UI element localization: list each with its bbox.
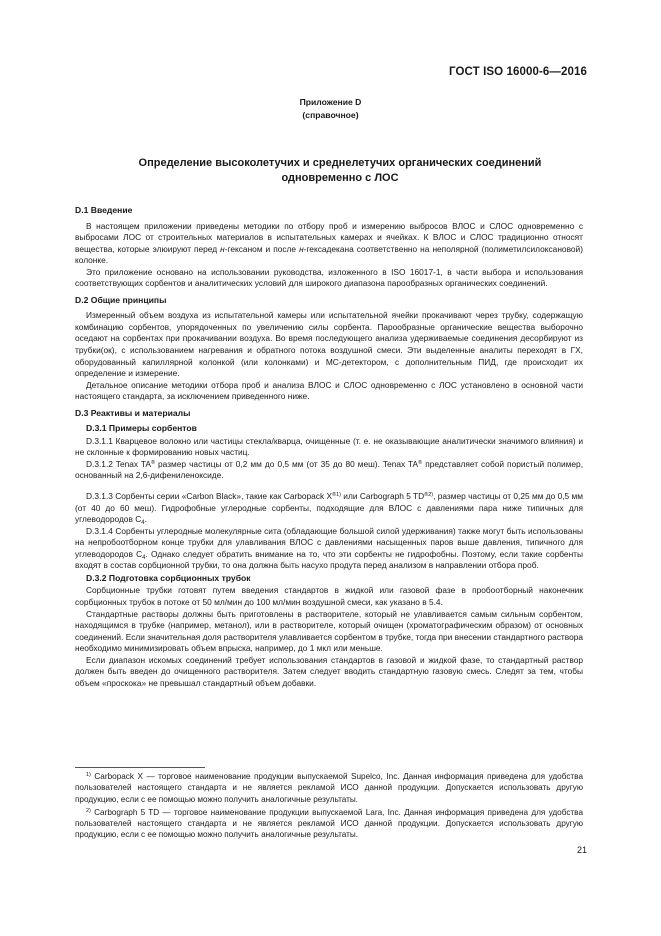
standard-designation: ГОСТ ISO 16000-6—2016 xyxy=(449,66,587,78)
text-run-italic: н xyxy=(299,243,304,254)
appendix-note: (справочное) xyxy=(302,110,359,120)
text-run: D.3.1.3 Сорбенты серии «Carbon Black», такие как Carbopack X xyxy=(86,491,333,502)
clause-d312 xyxy=(75,459,583,482)
footnotes xyxy=(75,771,583,843)
text-run: , размер частицы от 0,25 мм до 0,5 мм (от 40 до 60 меш). Гидрофобные углеродные сорбенты, подходящие для ВЛОС с давлениями пара ниже типичных для углеводородов С xyxy=(75,491,583,525)
footnote-text: Carbograph 5 TD — торговое наименование продукции выпускаемой Lara, Inc. Данная информация приведена для удобства пользователей настоящего стандарта и не является рекламой ИСО данной продукции. Допускается использовать другую продукцию, если с ее помощью можно получить аналогичные результаты. xyxy=(75,807,583,840)
clause-d313 xyxy=(75,491,583,526)
subsection-heading-d31: D.3.1 Примеры сорбентов xyxy=(86,423,197,434)
section-heading-d1: D.1 Введение xyxy=(75,205,133,215)
paragraph-d2-2: Детальное описание методики отбора проб и анализа ВЛОС и СЛОС одновременно с ЛОС установлено в основной части настоящего стандарта, за исключением приведенного ниже. xyxy=(75,379,583,402)
appendix-title xyxy=(80,156,600,186)
clause-d314 xyxy=(75,526,583,572)
footnote-2 xyxy=(75,807,583,841)
footnote-mark-1: 1) xyxy=(86,772,91,778)
main-text xyxy=(75,200,583,689)
clause-d311: D.3.1.1 Кварцевое волокно или частицы стекла/кварца, очищенные (т. е. не оказывающие аналитически значимого влияния) и не склонные к формированию новых частиц. xyxy=(75,435,583,458)
text-run: -гексаном и после xyxy=(224,243,300,254)
text-run: представляет собой пористый полимер, основанный на 2,6-дифениленоксиде. xyxy=(75,458,584,481)
appendix-label: Приложение D xyxy=(299,97,362,107)
subscript: 4 xyxy=(142,554,146,561)
footnote-ref-2[interactable]: ®2) xyxy=(424,492,434,499)
footnote-1 xyxy=(75,771,583,805)
subscript: 4 xyxy=(141,520,145,527)
appendix-title-line2: одновременно с ЛОС xyxy=(281,172,399,184)
spacer xyxy=(75,482,583,491)
section-heading-d2: D.2 Общие принципы xyxy=(75,294,167,305)
text-run-italic: н xyxy=(220,243,225,254)
footnote-ref-1[interactable]: ®1) xyxy=(332,492,341,499)
section-heading-d3: D.3 Реактивы и материалы xyxy=(75,407,191,418)
registered-mark: ® xyxy=(150,459,156,466)
paragraph-d1-2: Это приложение основано на использовании руководства, изложенного в ISO 16017-1, в части выбора и использования соответствующих сорбентов и аналитических условий для широкого диапазона парообразных органических соединений. xyxy=(75,266,583,289)
appendix-title-line1: Определение высоколетучих и среднелетучих органических соединений xyxy=(138,157,542,169)
text-run: или Carbograph 5 TD xyxy=(340,491,425,502)
text-run: D.3.1.4 Сорбенты углеродные молекулярные сита (обладающие большой силой удерживания) также могут быть использованы на непробоотборном конце трубки для улавливания ВЛОС с давлениями насыщенных паров выше давления, типичного для углеводородов С xyxy=(75,525,583,559)
footnote-mark-2: 2) xyxy=(86,807,91,814)
paragraph-d1-1 xyxy=(75,221,583,267)
text-run: В настоящем приложении приведены методики по отбору проб и измерению выбросов ВЛОС и СЛОС одновременно с выбросами ЛОС от строительных материалов в испытательных камерах и ячейках. К ВЛОС и СЛОС традиционно относят вещества, которые элюируют перед xyxy=(75,220,583,254)
paragraph-d32-2: Стандартные растворы должны быть приготовлены в растворителе, который не улавливается самым сильным сорбентом, находящимся в трубке (например, метанол), или в растворителе, который очищен (хроматографическим образом) от основных соединений. Если значительная доля растворителя улавливается сорбентом в трубке, тогда при внесении стандартного раствора необходимо минимизировать объем впрыска, например, до 1 мкл или меньше. xyxy=(75,608,583,654)
paragraph-d2-1: Измеренный объем воздуха из испытательной камеры или испытательной ячейки прокачивают через трубку, содержащую комбинацию сорбентов, упорядоченных по увеличению силы сорбента. Парообразные органические вещества выборочно оседают на сорбентах при прокачивании воздуха. Во время последующего анализа удерживаемые соединения десорбируют из трубки(ок), с использованием нагревания и обратного потока воздушной смеси. Эти выделенные аналиты переходят в ГХ, оборудованный капиллярной колонкой (или колонками) и МС-детектором, с дополнительным ПИД, где происходит их определение и измерение. xyxy=(75,310,583,379)
paragraph-d32-3: Если диапазон искомых соединений требует использования стандартов в газовой и жидкой фазе, то стандартный раствор должен быть введен до очищенного растворителя. Затем следует вводить стандартную газовую смесь. Следят за тем, чтобы объем «проскока» не превышал стандартный объем добавки. xyxy=(75,654,583,688)
page-number: 21 xyxy=(576,845,587,855)
footnote-divider xyxy=(75,767,205,768)
text-run: . xyxy=(144,514,147,525)
text-run: -гексадекана соответственно на неполярной (полиметилсилоксановой) колонке. xyxy=(75,243,583,266)
registered-mark: ® xyxy=(418,459,423,466)
footnote-text: Carbopack X — торговое наименование продукции выпускаемой Supelco, Inc. Данная информация приведена для удобства пользователей настоящего стандарта и не является рекламой ИСО данной продукции. Допускается использовать другую продукцию, если с ее помощью можно получить аналогичные результаты. xyxy=(75,772,583,804)
subsection-heading-d32: D.3.2 Подготовка сорбционных трубок xyxy=(86,572,251,583)
paragraph-d32-1: Сорбционные трубки готовят путем введения стандартов в жидкой или газовой фазе в пробоотборный наконечник сорбционных трубок в потоке от 50 мл/мин до 100 мл/мин воздушной смеси, как указано в 5.4. xyxy=(75,585,583,607)
text-run: . Однако следует обратить внимание на то, что эти сорбенты не гидрофобны. Поэтому, если такие сорбенты входят в состав сорбционной трубки, то она должна быть насухо продута перед анализом в направлении отбора проб. xyxy=(75,548,583,571)
text-run: размер частицы от 0,2 мм до 0,5 мм (от 35 до 80 меш). Tenax TA xyxy=(155,458,419,469)
text-run: D.3.1.2 Tenax TA xyxy=(86,458,151,469)
